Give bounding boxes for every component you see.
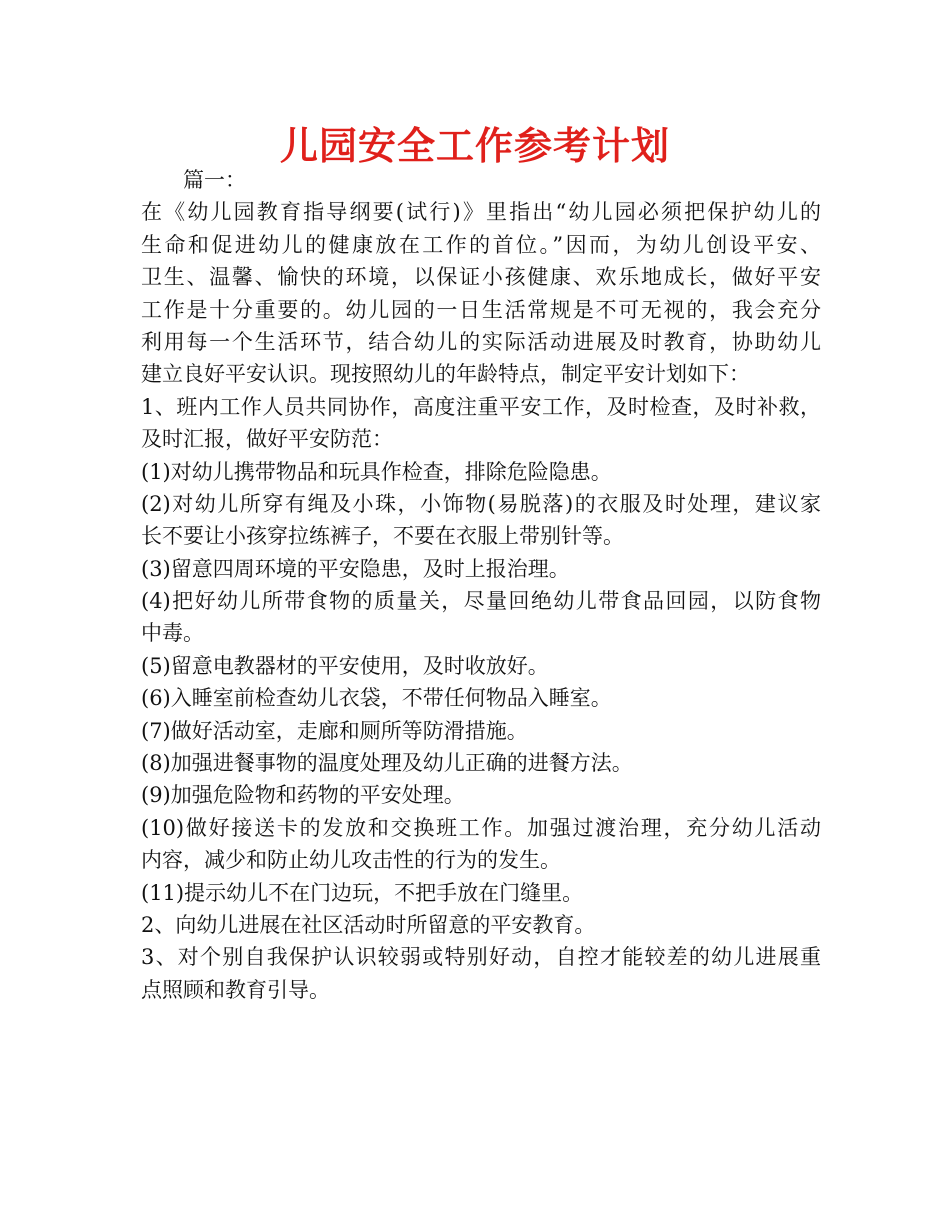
paragraph-line: 建立良好平安认识。现按照幼儿的年龄特点，制定平安计划如下： xyxy=(141,362,750,387)
list-item: 长不要让小孩穿拉练裤子，不要在衣服上带别针等。 xyxy=(141,524,624,549)
list-item: (2)对幼儿所穿有绳及小珠，小饰物(易脱落)的衣服及时处理，建议家 xyxy=(141,491,821,516)
list-item: 1、班内工作人员共同协作，高度注重平安工作，及时检查，及时补救， xyxy=(141,394,821,419)
list-item: (1)对幼儿携带物品和玩具作检查，排除危险隐患。 xyxy=(141,459,612,484)
list-item: (8)加强进餐事物的温度处理及幼儿正确的进餐方法。 xyxy=(141,751,633,776)
document-body xyxy=(141,164,821,1006)
section-label: 篇一： xyxy=(183,168,246,192)
paragraph-line: 在《幼儿园教育指导纲要(试行)》里指出“幼儿园必须把保护幼儿的 xyxy=(141,200,821,225)
list-item: (10)做好接送卡的发放和交换班工作。加强过渡治理，充分幼儿活动 xyxy=(141,815,821,840)
list-item: (11)提示幼儿不在门边玩，不把手放在门缝里。 xyxy=(141,880,584,905)
list-item: (5)留意电教器材的平安使用，及时收放好。 xyxy=(141,653,549,678)
list-item: (3)留意四周环境的平安隐患，及时上报治理。 xyxy=(141,556,570,581)
document-title: 儿园安全工作参考计划 xyxy=(279,124,670,168)
list-item: 3、对个别自我保护认识较弱或特别好动，自控才能较差的幼儿进展重 xyxy=(141,945,821,970)
list-item: (7)做好活动室，走廊和厕所等防滑措施。 xyxy=(141,718,528,743)
list-item: (4)把好幼儿所带食物的质量关，尽量回绝幼儿带食品回园，以防食物 xyxy=(141,589,821,614)
list-item: 2、向幼儿进展在社区活动时所留意的平安教育。 xyxy=(141,912,596,937)
list-item: (9)加强危险物和药物的平安处理。 xyxy=(141,783,465,808)
list-item: 点照顾和教育引导。 xyxy=(141,977,330,1002)
paragraph-line: 利用每一个生活环节，结合幼儿的实际活动进展及时教育，协助幼儿 xyxy=(141,329,821,354)
list-item: 及时汇报，做好平安防范： xyxy=(141,427,393,452)
paragraph-line: 工作是十分重要的。幼儿园的一日生活常规是不可无视的，我会充分 xyxy=(141,297,821,322)
list-item: 中毒。 xyxy=(141,621,204,646)
list-item: (6)入睡室前检查幼儿衣袋，不带任何物品入睡室。 xyxy=(141,686,612,711)
paragraph-line: 卫生、温馨、愉快的环境，以保证小孩健康、欢乐地成长，做好平安 xyxy=(141,265,821,290)
list-item: 内容，减少和防止幼儿攻击性的行为的发生。 xyxy=(141,848,561,873)
paragraph-line: 生命和促进幼儿的健康放在工作的首位。”因而，为幼儿创设平安、 xyxy=(141,232,821,257)
